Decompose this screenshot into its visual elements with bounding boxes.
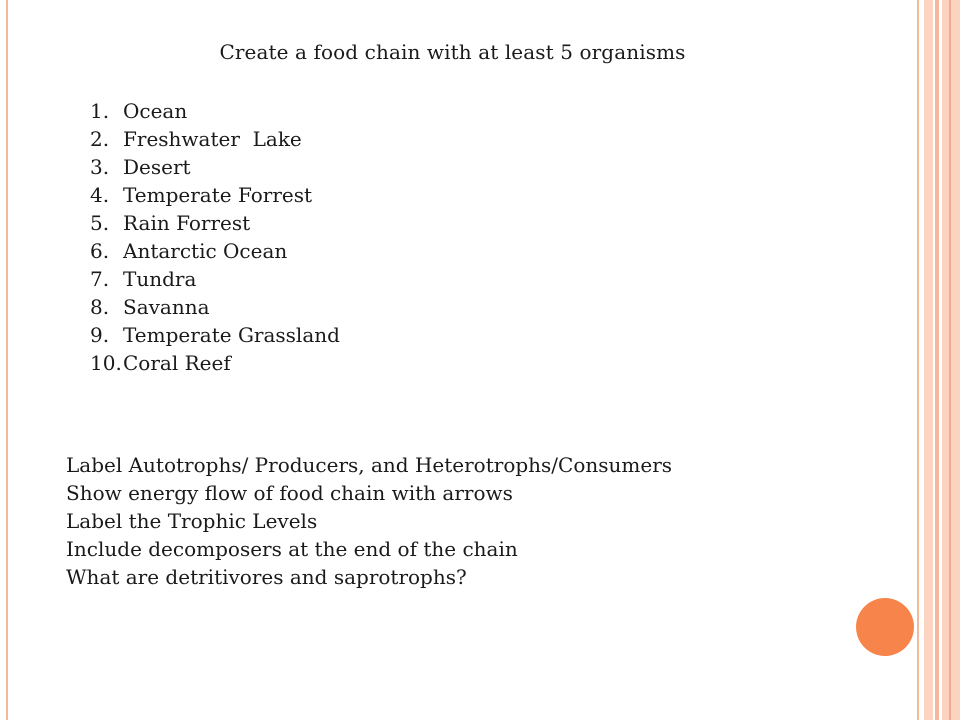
biome-item: 1. Ocean <box>90 99 188 123</box>
biome-item: 8. Savanna <box>90 295 210 319</box>
biome-item: 7. Tundra <box>90 267 197 291</box>
task-item: Show energy flow of food chain with arrows <box>66 481 513 505</box>
task-list <box>66 451 672 591</box>
right-stripe-3 <box>935 0 939 720</box>
task-item: Label Autotrophs/ Producers, and Heterotrophs/Consumers <box>66 453 673 477</box>
biome-item: 4. Temperate Forrest <box>90 183 313 207</box>
biome-list <box>90 97 340 377</box>
task-item: Include decomposers at the end of the chain <box>66 537 518 561</box>
right-stripe-4 <box>942 0 960 720</box>
left-border-line <box>6 0 8 720</box>
task-item: Label the Trophic Levels <box>66 509 318 533</box>
biome-item: 3. Desert <box>90 155 191 179</box>
right-stripe-1 <box>917 0 919 720</box>
biome-item: 9. Temperate Grassland <box>90 323 340 347</box>
biome-item: 5. Rain Forrest <box>90 211 251 235</box>
decorative-circle <box>856 598 914 656</box>
slide-title: Create a food chain with at least 5 organisms <box>219 40 686 64</box>
biome-item: 6. Antarctic Ocean <box>90 239 288 263</box>
biome-item: 10.Coral Reef <box>90 351 231 375</box>
biome-item: 2. Freshwater Lake <box>90 127 302 151</box>
task-item: What are detritivores and saprotrophs? <box>66 565 467 589</box>
right-stripe-5 <box>949 0 951 720</box>
right-stripe-2 <box>924 0 933 720</box>
